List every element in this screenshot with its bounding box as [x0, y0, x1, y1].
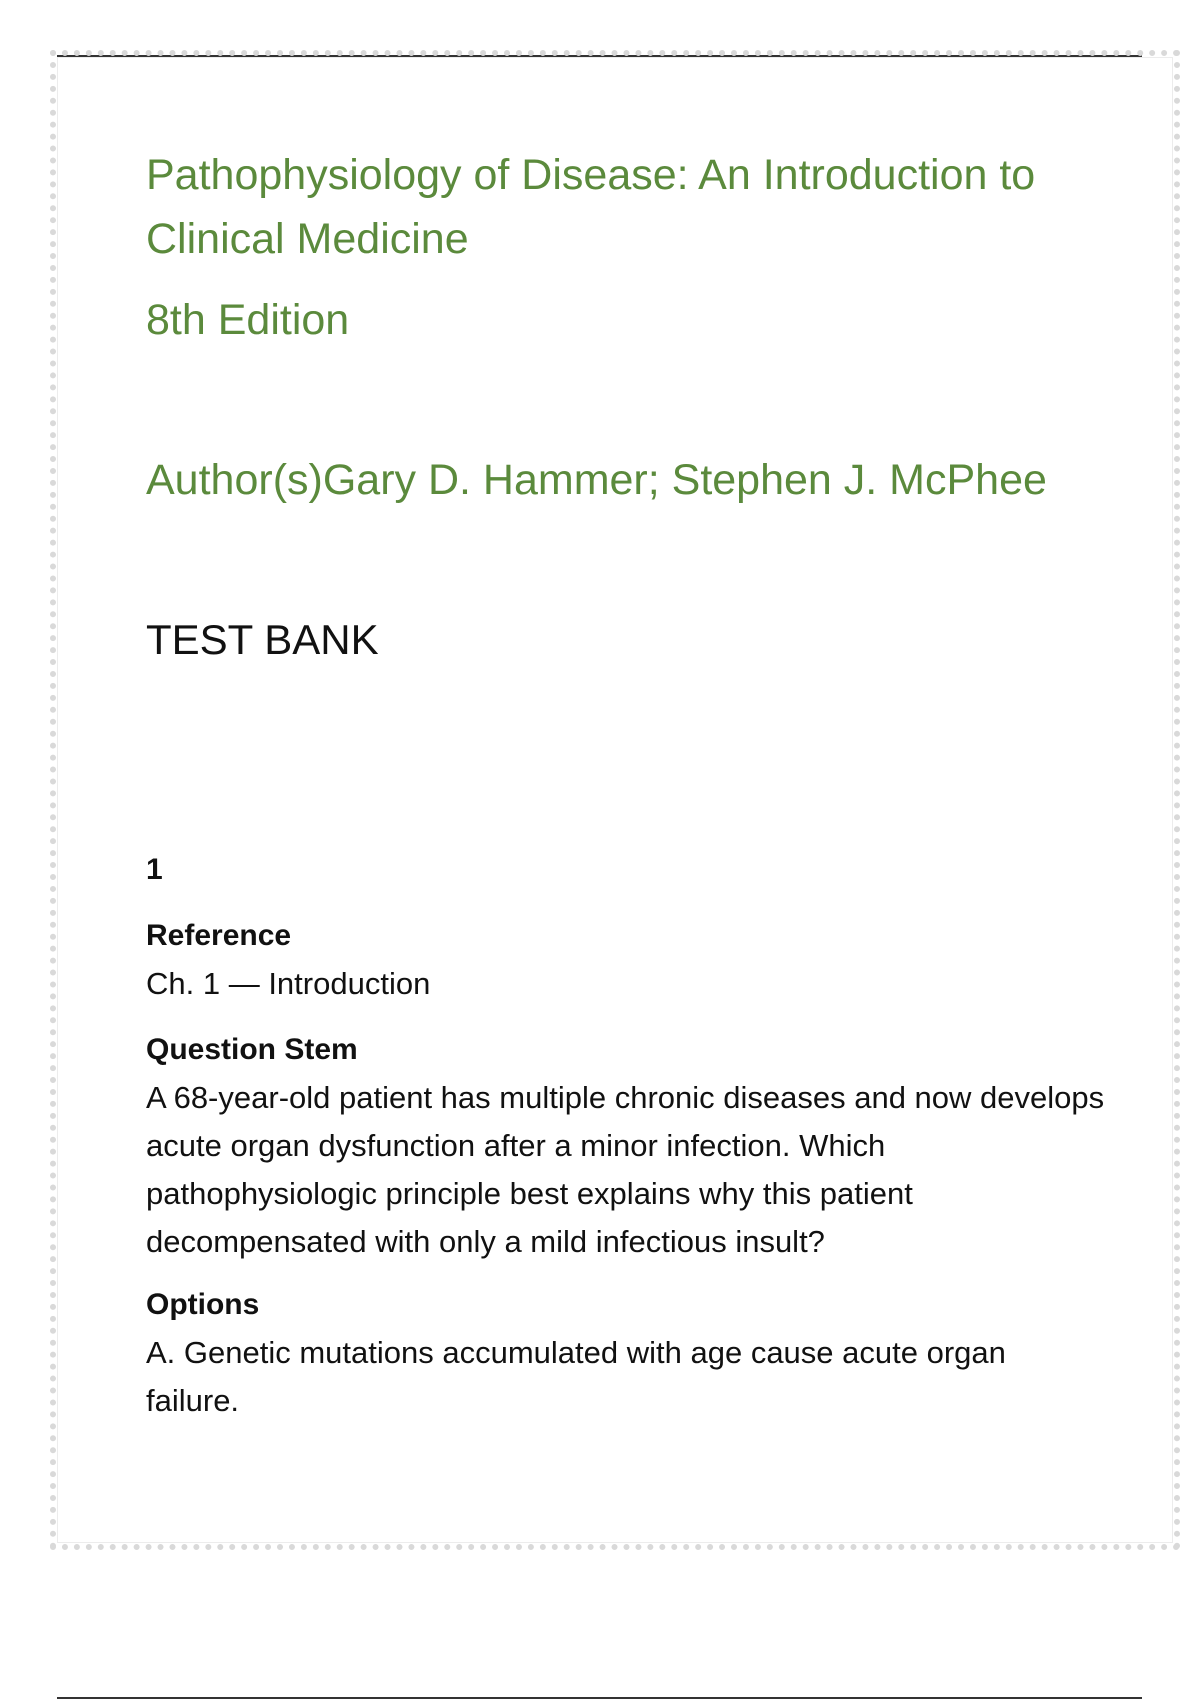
- reference-value: Ch. 1 — Introduction: [146, 966, 431, 1001]
- page-border-frame: [50, 50, 1180, 1550]
- book-title: Pathophysiology of Disease: An Introduction to Clinical Medicine: [146, 151, 1036, 263]
- book-authors: Author(s)Gary D. Hammer; Stephen J. McPhee: [146, 456, 1047, 504]
- question-number: 1: [146, 853, 163, 886]
- question-stem-label: Question Stem: [146, 1033, 358, 1066]
- question-stem-text: A 68-year-old patient has multiple chronic diseases and now develops acute organ dysfunction after a minor infection. Which pathophysiologic principle best explains why this patient decompensated with only a mild infectious insult?: [146, 1080, 1105, 1259]
- bottom-rule: [57, 1697, 1142, 1699]
- book-edition: 8th Edition: [146, 296, 350, 344]
- reference-label: Reference: [146, 919, 292, 952]
- options-label: Options: [146, 1288, 260, 1321]
- option-a: A. Genetic mutations accumulated with age cause acute organ failure.: [146, 1335, 1006, 1418]
- test-bank-heading: TEST BANK: [146, 616, 379, 663]
